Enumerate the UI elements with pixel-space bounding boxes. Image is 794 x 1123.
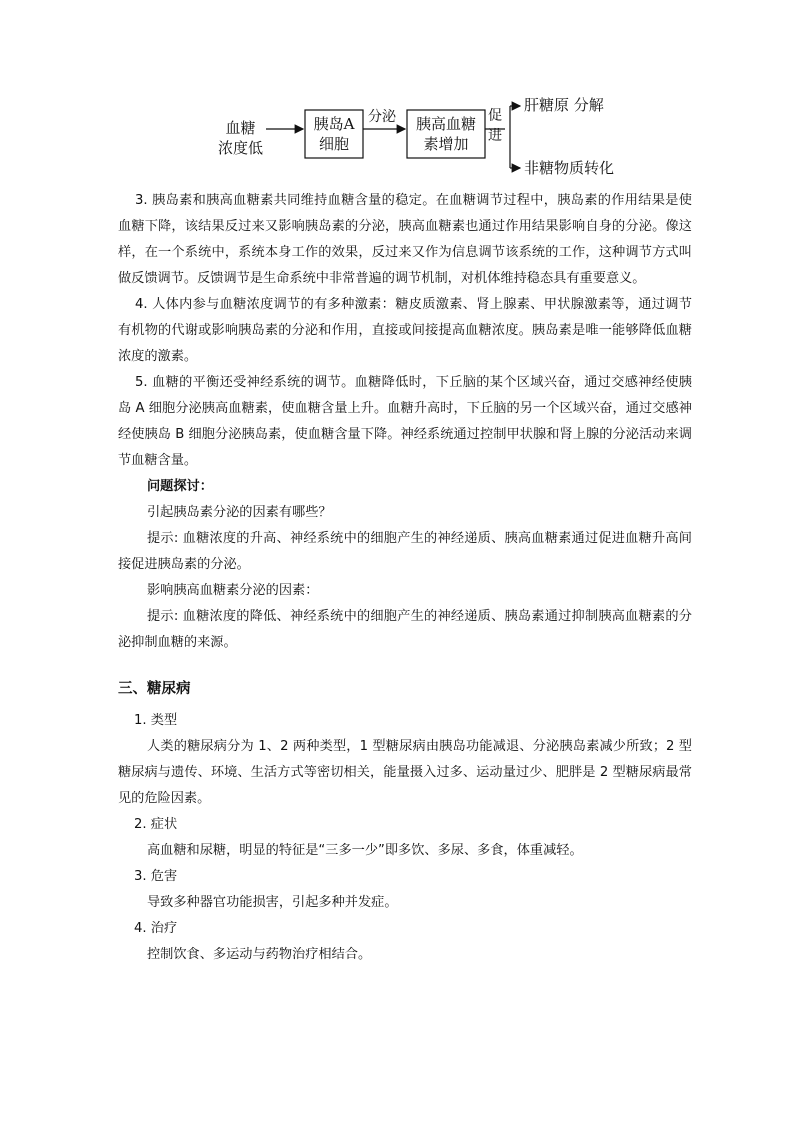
diabetes-item-1-text: 人类的糖尿病分为 1、2 两种类型，1 型糖尿病由胰岛功能减退、分泌胰岛素减少所致；2 型糖尿病与遗传、环境、生活方式等密切相关，能量摄入过多、运动量过少、肥胖是 2 型糖尿病最常见的危险因素。	[118, 739, 692, 806]
discussion-heading: 问题探讨：	[147, 479, 213, 494]
non-sugar-conversion-label: 非糖物质转化	[524, 159, 615, 177]
diabetes-item-3-title: 3. 危害	[134, 869, 178, 884]
document-body	[118, 188, 692, 968]
discussion-answer-2: 提示: 血糖浓度的降低、神经系统中的细胞产生的神经递质、胰岛素通过抑制胰高血糖素的分泌抑制血糖的来源。	[118, 609, 692, 650]
glycogen-breakdown-label: 肝糖原 分解	[524, 96, 604, 114]
blood-glucose-low-label: 血糖 浓度低	[218, 119, 264, 157]
section-title-diabetes: 三、糖尿病	[118, 681, 191, 697]
diabetes-item-3-text: 导致多种器官功能损害，引起多种并发症。	[147, 895, 398, 910]
secretion-label: 分泌	[368, 109, 396, 125]
paragraph-5: 5. 血糖的平衡还受神经系统的调节。血糖降低时，下丘脑的某个区域兴奋，通过交感神经使胰岛 A 细胞分泌胰高血糖素，使血糖含量上升。血糖升高时，下丘脑的另一个区域兴奋，通过交感神经使胰岛 B 细胞分泌胰岛素，使血糖含量下降。神经系统通过控制甲状腺和肾上腺的分泌活动来调节血糖含量。	[118, 375, 692, 468]
discussion-question-2: 影响胰高血糖素分泌的因素：	[147, 583, 319, 598]
promote-label: 促 进	[488, 108, 502, 144]
paragraph-4: 4. 人体内参与血糖浓度调节的有多种激素：糖皮质激素、肾上腺素、甲状腺激素等，通过调节有机物的代谢或影响胰岛素的分泌和作用，直接或间接提高血糖浓度。胰岛素是唯一能够降低血糖浓度的激素。	[118, 297, 692, 364]
glucagon-increase-label: 胰高血糖 素增加	[415, 115, 476, 153]
discussion-question-1: 引起胰岛素分泌的因素有哪些？	[147, 505, 332, 520]
discussion-answer-1: 提示: 血糖浓度的升高、神经系统中的细胞产生的神经递质、胰高血糖素通过促进血糖升高间接促进胰岛素的分泌。	[118, 531, 692, 572]
diabetes-item-1-title: 1. 类型	[134, 713, 178, 728]
paragraph-3: 3. 胰岛素和胰高血糖素共同维持血糖含量的稳定。在血糖调节过程中，胰岛素的作用结果是使血糖下降，该结果反过来又影响胰岛素的分泌，胰高血糖素也通过作用结果影响自身的分泌。像这样，在一个系统中，系统本身工作的效果，反过来又作为信息调节该系统的工作，这种调节方式叫做反馈调节。反馈调节是生命系统中非常普遍的调节机制，对机体维持稳态具有重要意义。	[118, 193, 692, 286]
diabetes-item-4-title: 4. 治疗	[134, 921, 178, 936]
diabetes-item-2-text: 高血糖和尿糖，明显的特征是“三多一少”即多饮、多尿、多食，体重减轻。	[147, 843, 583, 858]
diabetes-item-4-text: 控制饮食、多运动与药物治疗相结合。	[147, 947, 372, 962]
glucagon-flow-diagram	[200, 92, 660, 192]
diabetes-item-2-title: 2. 症状	[134, 817, 178, 832]
islet-a-cell-label: 胰岛A 细胞	[313, 115, 355, 153]
